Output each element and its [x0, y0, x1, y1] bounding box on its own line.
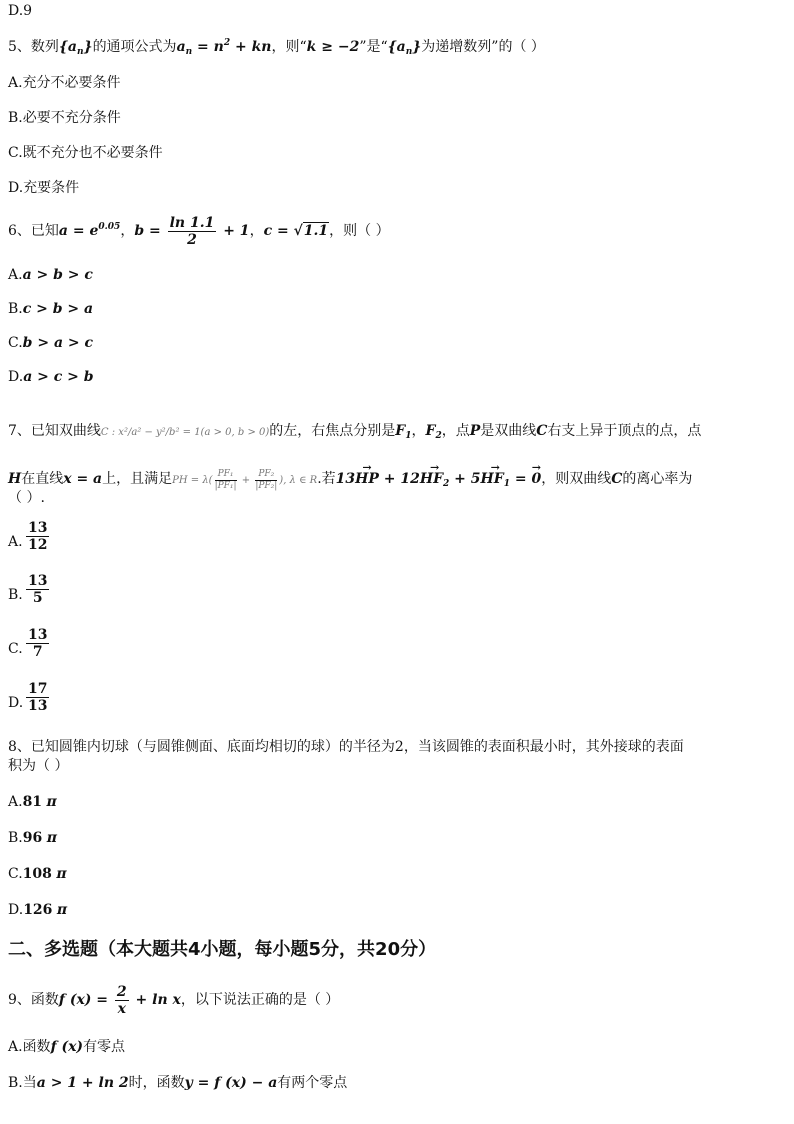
- q5-formula: $a_n = n^2$ + kn: [176, 38, 272, 57]
- q5-number: 5、: [8, 39, 31, 55]
- q5-option-c: C.既不充分也不必要条件: [8, 145, 163, 161]
- q5-sequence: $\{a_n\}$: [387, 39, 422, 57]
- q5-text: 为递增数列”的（ ）: [421, 39, 545, 55]
- q7-vector-equation: 13→ HP + $12\to HF_2 + 5\to HF_1$ = → 0: [336, 471, 542, 487]
- q6-text: ，: [120, 223, 135, 239]
- q6-option-d: D.a > c > b: [8, 369, 94, 385]
- q6-c-def: c = √1.1: [263, 223, 329, 239]
- q5-text: 的通项公式为: [92, 39, 177, 55]
- question-8-stem-line1: 8、已知圆锥内切球（与圆锥侧面、底面均相切的球）的半径为2，当该圆锥的表面积最小时，其外接球的表面: [8, 739, 684, 755]
- question-7-stem-line3: （ ）.: [8, 490, 45, 506]
- q8-option-b: B.96 π: [8, 830, 57, 846]
- q6-option-c: C.b > a > c: [8, 335, 94, 351]
- q9-function: f (x) = $\frac{2}{x}$ + ln x: [58, 983, 181, 1017]
- q5-option-b: B.必要不充分条件: [8, 110, 121, 126]
- q7-f1: $F_1$: [395, 423, 412, 441]
- q9-option-b: B.当a > 1 + ln 2时，函数y = f (x) − a有两个零点: [8, 1075, 348, 1091]
- q6-a-def: $a = e^{0.05}$: [58, 222, 121, 239]
- q6-b-def: b = $\frac{\ln 1.1}{2}$ + 1: [134, 214, 250, 248]
- q8-option-c: C.108 π: [8, 866, 67, 882]
- q5-text: ”是“: [359, 39, 388, 55]
- q8-option-d: D.126 π: [8, 902, 68, 918]
- q6-option-a: A.a > b > c: [8, 267, 93, 283]
- q6-text: 已知: [30, 223, 59, 239]
- q5-text: 数列: [30, 39, 59, 55]
- q6-number: 6、: [8, 223, 31, 239]
- q5-option-d: D.充要条件: [8, 180, 80, 196]
- question-6-stem: [8, 214, 390, 248]
- q9-option-a: A.函数f (x)有零点: [8, 1039, 126, 1055]
- q5-condition: k ≥ −2: [306, 39, 360, 55]
- q8-option-a: A.81 π: [8, 794, 57, 810]
- question-5-stem: [8, 38, 545, 56]
- question-7-stem-line1: 7、已知双曲线C : x²/a² − y²/b² = 1(a > 0, b > 0)的左，右焦点分别是$F_1$，$F_2$，点P是双曲线C右支上异于顶点的点，点: [8, 423, 702, 441]
- question-8-stem-line2: 积为（ ）: [8, 758, 69, 774]
- q7-condition-formula: PH = λ( $\frac{\text{PF₁}}{\text{|PF₁|}}$ + $\frac{\text{PF₂}}{\text{|PF₂|}}$ ), λ ∈ R: [172, 469, 318, 491]
- q5-sequence: $\{a_n\}$: [58, 39, 93, 57]
- q6-text: ，: [249, 223, 264, 239]
- q5-text: ，则“: [271, 39, 307, 55]
- question-7-stem-line2: H在直线x = a上，且满足PH = λ( $\frac{\text{PF₁}}{\text{|PF₁|}}$ + $\frac{\text{PF₂}}{\text{|PF₂|}}$ ), λ ∈ R.若13→ HP + $12\to HF_2 + 5\to HF_1$ = → 0，则双曲线C的离心率为: [8, 467, 692, 493]
- q7-hyperbola-formula: C : x²/a² − y²/b² = 1(a > 0, b > 0): [100, 427, 270, 438]
- question-9-stem: 9、函数f (x) = $\frac{2}{x}$ + ln x，以下说法正确的是（ ）: [8, 983, 340, 1017]
- q6-text: ，则（ ）: [329, 223, 390, 239]
- q4-option-d: D.9: [8, 3, 33, 19]
- q5-option-a: A.充分不必要条件: [8, 75, 121, 91]
- q7-f2: $F_2$: [425, 423, 442, 441]
- section-2-heading: 二、多选题（本大题共4小题，每小题5分，共20分）: [8, 939, 437, 960]
- q6-option-b: B.c > b > a: [8, 301, 94, 317]
